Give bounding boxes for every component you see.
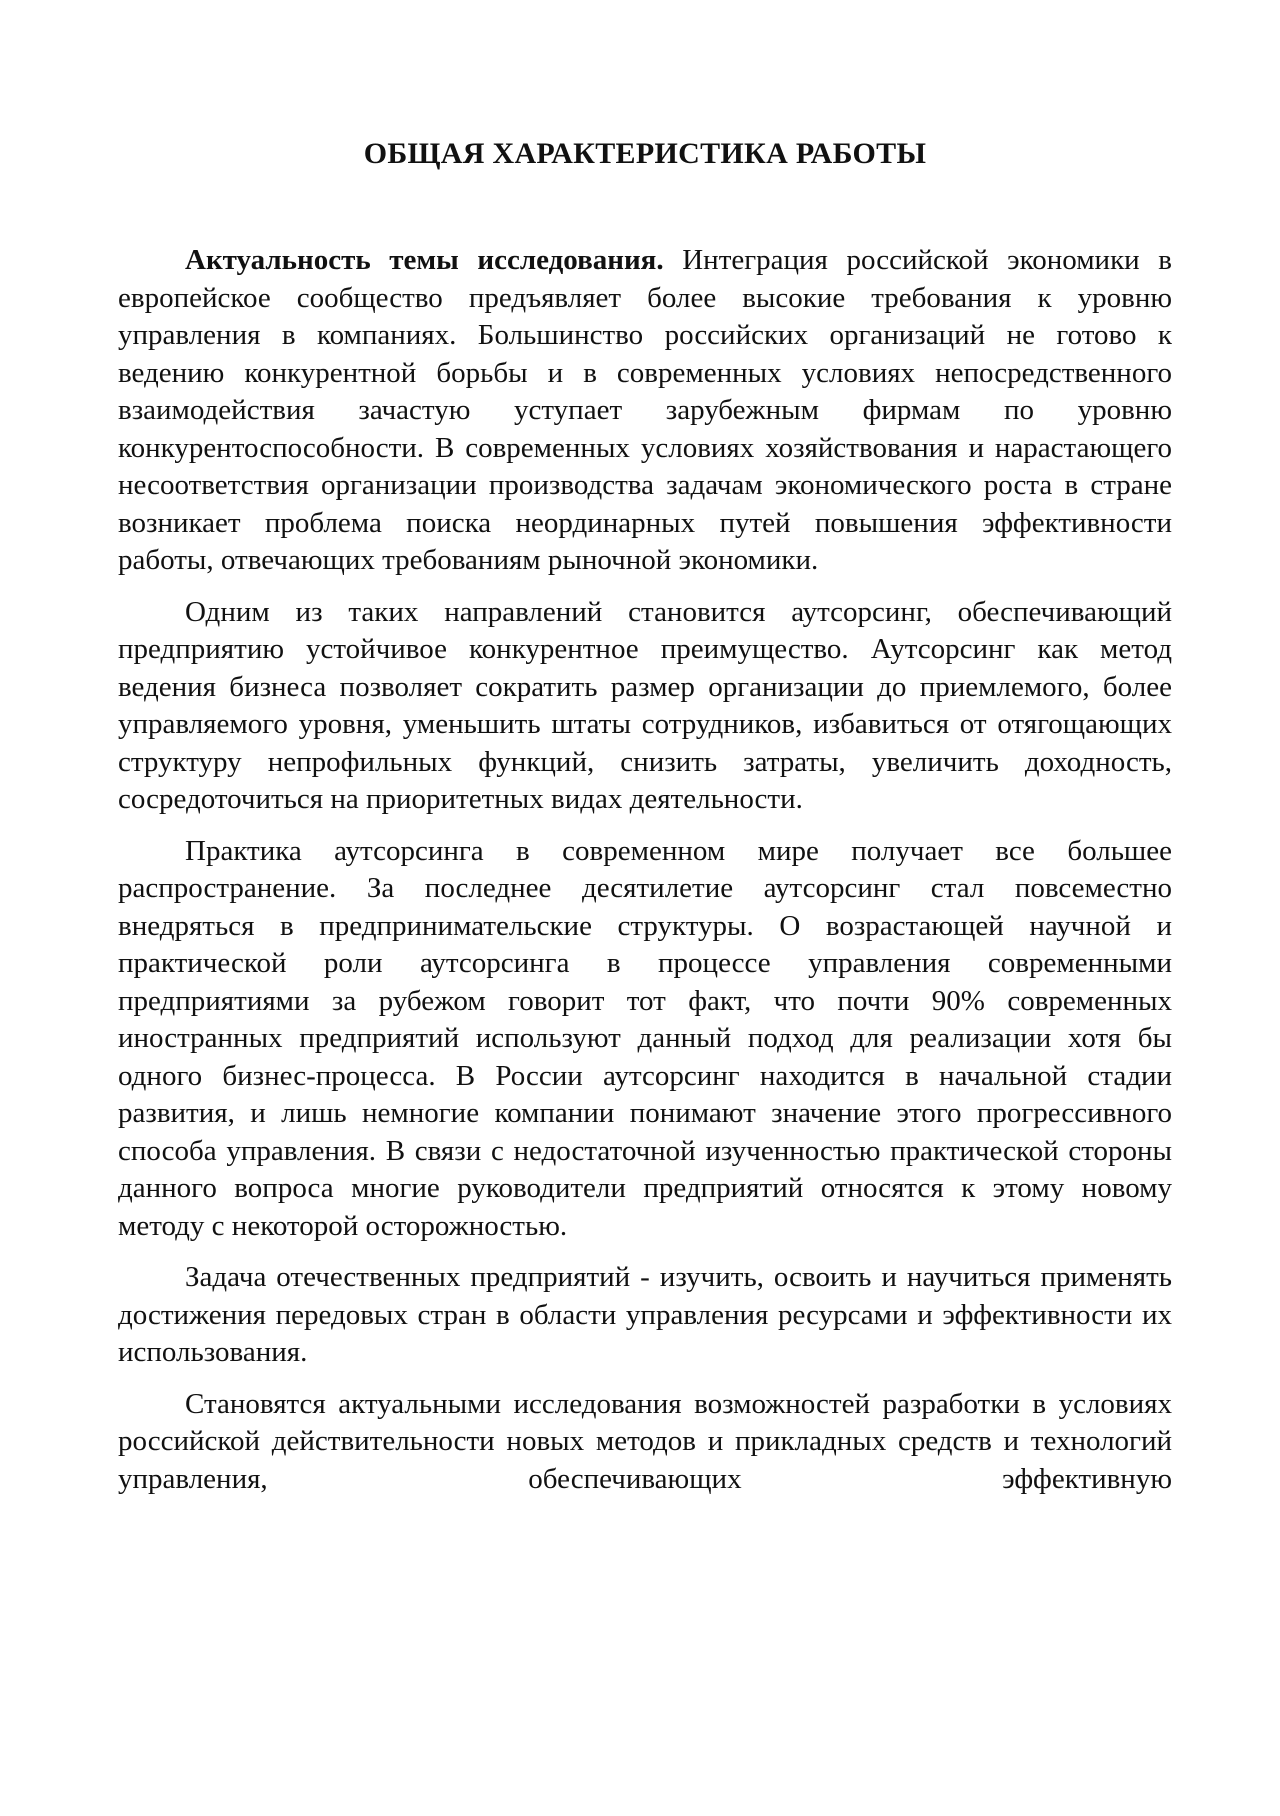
paragraph-relevance [118,242,1172,580]
document-title: ОБЩАЯ ХАРАКТЕРИСТИКА РАБОТЫ [363,137,927,170]
paragraph-enterprise-task: Задача отечественных предприятий - изучить, освоить и научиться применять достижения передовых стран в области управления ресурсами и эффективности их использования. [118,1261,1172,1368]
paragraph-outsourcing-direction: Одним из таких направлений становится аутсорсинг, обеспечивающий предприятию устойчивое конкурентное преимущество. Аутсорсинг как метод ведения бизнеса позволяет сократить размер организации до приемлемого, более управляемого уровня, уменьшить штаты сотрудников, избавиться от отягощающих структуру непрофильных функций, снизить затраты, увеличить доходность, сосредоточиться на приоритетных видах деятельности. [118,595,1172,815]
paragraph-text: Интеграция российской экономики в европейское сообщество предъявляет более высокие требования к уровню управления в компаниях. Большинство российских организаций не готово к ведению конкурентной борьбы и в современных условиях непосредственного взаимодействия зачастую уступает зарубежным фирмам по уровню конкурентоспособности. В современных условиях хозяйствования и нарастающего несоответствия организации производства задачам экономического роста в стране возникает проблема поиска неординарных путей повышения эффективности работы, отвечающих требованиям рыночной экономики. [118,244,1172,576]
paragraph-lead-heading: Актуальность темы исследования. [185,244,664,276]
paragraph-outsourcing-practice: Практика аутсорсинга в современном мире получает все большее распространение. За последнее десятилетие аутсорсинг стал повсеместно внедряться в предпринимательские структуры. О возрастающей научной и практической роли аутсорсинга в процессе управления современными предприятиями за рубежом говорит тот факт, что почти 90% современных иностранных предприятий используют данный подход для реализации хотя бы одного бизнес-процесса. В России аутсорсинг находится в начальной стадии развития, и лишь немногие компании понимают значение этого прогрессивного способа управления. В связи с недостаточной изученностью практической стороны данного вопроса многие руководители предприятий относятся к этому новому методу с некоторой осторожностью. [118,834,1172,1242]
paragraph-research-topics: Становятся актуальными исследования возможностей разработки в условиях российской действительности новых методов и прикладных средств и технологий управления, обеспечивающих эффективную [118,1387,1172,1495]
document-body [118,118,1172,1498]
